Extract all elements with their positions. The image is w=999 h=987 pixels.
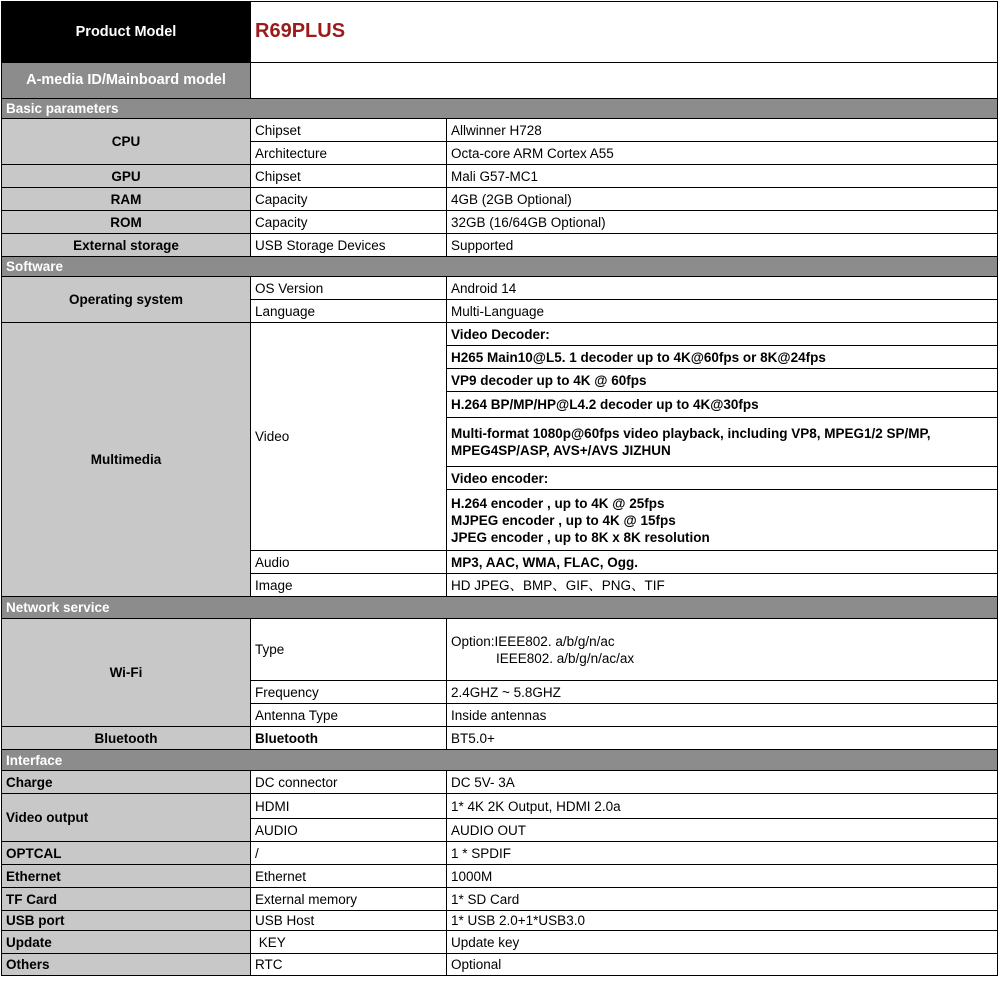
os-version-label: OS Version — [251, 277, 447, 300]
wifi-type-label: Type — [251, 619, 447, 681]
section-basic-parameters: Basic parameters — [2, 99, 998, 119]
mjpeg-encoder: MJPEG encoder , up to 4K @ 15fps — [451, 512, 676, 528]
gpu-label: GPU — [2, 165, 251, 188]
audio-output-label: AUDIO — [251, 819, 447, 842]
usb-storage-value: Supported — [447, 234, 998, 257]
video-decoder-heading: Video Decoder: — [447, 323, 998, 346]
usb-port-label: USB port — [2, 911, 251, 931]
cpu-chipset-value: Allwinner H728 — [447, 119, 998, 142]
wifi-type-option-2: IEEE802. a/b/g/n/ac/ax — [496, 650, 635, 666]
hdmi-value: 1* 4K 2K Output, HDMI 2.0a — [447, 794, 998, 819]
gpu-chipset-label: Chipset — [251, 165, 447, 188]
external-storage-label: External storage — [2, 234, 251, 257]
antenna-type-value: Inside antennas — [447, 704, 998, 727]
wifi-type-option-1: Option:IEEE802. a/b/g/n/ac — [451, 633, 615, 649]
h265-decoder: H265 Main10@L5. 1 decoder up to 4K@60fps or 8K@24fps — [447, 346, 998, 369]
vp9-decoder: VP9 decoder up to 4K @ 60fps — [447, 369, 998, 392]
operating-system-label: Operating system — [2, 277, 251, 323]
rom-label: ROM — [2, 211, 251, 234]
spec-table — [1, 1, 998, 976]
tf-card-label: TF Card — [2, 888, 251, 911]
multiformat-line-1: Multi-format 1080p@60fps video playback, including VP8, MPEG1/2 SP/MP, — [451, 426, 931, 441]
section-interface: Interface — [2, 750, 998, 771]
video-encoder-heading: Video encoder: — [447, 467, 998, 490]
ram-capacity-label: Capacity — [251, 188, 447, 211]
video-output-label: Video output — [2, 794, 251, 842]
cpu-chipset-label: Chipset — [251, 119, 447, 142]
rtc-value: Optional — [447, 954, 998, 976]
image-label: Image — [251, 574, 447, 597]
optical-sub-label: / — [251, 842, 447, 865]
amedia-value — [251, 63, 998, 99]
rtc-label: RTC — [251, 954, 447, 976]
audio-output-value: AUDIO OUT — [447, 819, 998, 842]
amedia-row — [2, 63, 998, 99]
external-memory-value: 1* SD Card — [447, 888, 998, 911]
product-model-row — [2, 2, 998, 63]
charge-label: Charge — [2, 771, 251, 794]
ethernet-label: Ethernet — [2, 865, 251, 888]
wifi-type-value — [447, 619, 998, 681]
ethernet-value: 1000M — [447, 865, 998, 888]
bluetooth-label: Bluetooth — [2, 727, 251, 750]
product-model-name: R69PLUS — [255, 20, 346, 42]
optical-value: 1 * SPDIF — [447, 842, 998, 865]
wifi-frequency-value: 2.4GHZ ~ 5.8GHZ — [447, 681, 998, 704]
update-key-value: Update key — [447, 931, 998, 954]
h264-decoder: H.264 BP/MP/HP@L4.2 decoder up to 4K@30fps — [447, 392, 998, 418]
antenna-type-label: Antenna Type — [251, 704, 447, 727]
dc-connector-value: DC 5V- 3A — [447, 771, 998, 794]
dc-connector-label: DC connector — [251, 771, 447, 794]
h264-encoder: H.264 encoder , up to 4K @ 25fps — [451, 495, 665, 511]
ram-capacity-value: 4GB (2GB Optional) — [447, 188, 998, 211]
usb-storage-label: USB Storage Devices — [251, 234, 447, 257]
optical-label: OPTCAL — [2, 842, 251, 865]
multimedia-label: Multimedia — [2, 323, 251, 597]
wifi-label: Wi-Fi — [2, 619, 251, 727]
image-value: HD JPEG、BMP、GIF、PNG、TIF — [447, 574, 998, 597]
update-label: Update — [2, 931, 251, 954]
rom-capacity-label: Capacity — [251, 211, 447, 234]
ethernet-sub-label: Ethernet — [251, 865, 447, 888]
product-model-value — [251, 2, 998, 63]
bluetooth-value: BT5.0+ — [447, 727, 998, 750]
section-software: Software — [2, 257, 998, 277]
cpu-architecture-label: Architecture — [251, 142, 447, 165]
jpeg-encoder: JPEG encoder , up to 8K x 8K resolution — [451, 529, 710, 545]
multiformat-line-2: MPEG4SP/ASP, AVS+/AVS JIZHUN — [451, 443, 671, 458]
video-encoder-list — [447, 490, 998, 551]
section-network-service: Network service — [2, 597, 998, 619]
gpu-chipset-value: Mali G57-MC1 — [447, 165, 998, 188]
video-label: Video — [251, 323, 447, 551]
external-memory-label: External memory — [251, 888, 447, 911]
others-label: Others — [2, 954, 251, 976]
audio-label: Audio — [251, 551, 447, 574]
wifi-frequency-label: Frequency — [251, 681, 447, 704]
amedia-label: A-media ID/Mainboard model — [2, 63, 251, 99]
audio-value: MP3, AAC, WMA, FLAC, Ogg. — [447, 551, 998, 574]
cpu-label: CPU — [2, 119, 251, 165]
language-value: Multi-Language — [447, 300, 998, 323]
product-model-label: Product Model — [2, 2, 251, 63]
usb-host-label: USB Host — [251, 911, 447, 931]
multiformat-playback — [447, 418, 998, 467]
cpu-architecture-value: Octa-core ARM Cortex A55 — [447, 142, 998, 165]
hdmi-label: HDMI — [251, 794, 447, 819]
language-label: Language — [251, 300, 447, 323]
bluetooth-sub-label: Bluetooth — [251, 727, 447, 750]
update-key-label: KEY — [251, 931, 447, 954]
rom-capacity-value: 32GB (16/64GB Optional) — [447, 211, 998, 234]
ram-label: RAM — [2, 188, 251, 211]
os-version-value: Android 14 — [447, 277, 998, 300]
usb-host-value: 1* USB 2.0+1*USB3.0 — [447, 911, 998, 931]
